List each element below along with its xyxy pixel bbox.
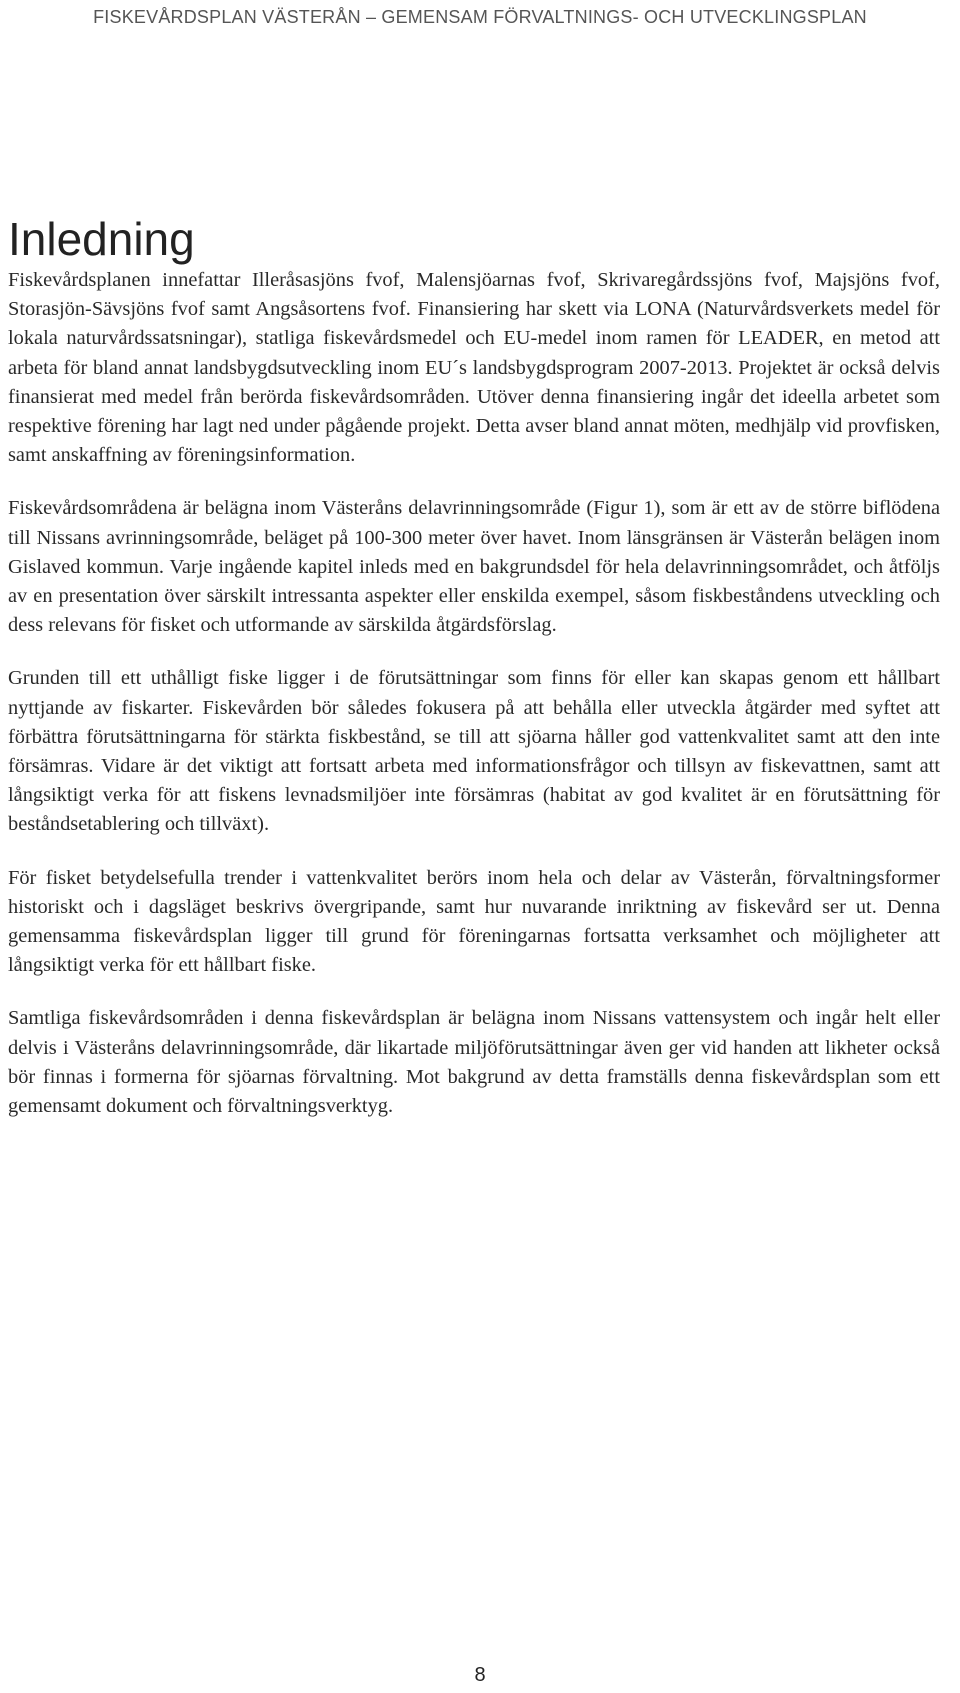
paragraph-sustainable-fishing: Grunden till ett uthålligt fiske ligger i de förutsättningar som finns för eller kan skapas genom ett hållbart nyttjande av fiskarter. Fiskevården bör således fokusera på att behålla eller utveckla åtgärder med syftet att förbättra förutsättningarna för stärkta fiskbestånd, se till att sjöarna håller god vattenkvalitet samt att den inte försämras. Vidare är det viktigt att fortsatt arbeta med informationsfrågor och tillsyn av fiskevattnen, samt att långsiktigt verka för att fiskens levnadsmiljöer inte försämras (habitat av god kvalitet är en förutsättning för beståndsetablering och tillväxt).	[8, 667, 940, 836]
page-number: 8	[474, 1664, 486, 1686]
paragraph-trends: För fisket betydelsefulla trender i vattenkvalitet berörs inom hela och delar av Västerån, förvaltningsformer historiskt och i dagsläget beskrivs övergripande, samt hur nuvarande inriktning av fiskevård ser ut. Denna gemensamma fiskevårdsplan ligger till grund för föreningarnas fortsatta verksamhet och möjligheter att långsiktigt verka för ett hållbart fiske.	[8, 866, 940, 977]
paragraph-area: Fiskevårdsområdena är belägna inom Västeråns delavrinningsområde (Figur 1), som är ett av de större biflödena till Nissans avrinningsområde, beläget på 100-300 meter över havet. Inom länsgränsen är Västerån belägen inom Gislaved kommun. Varje ingående kapitel inleds med en bakgrundsdel för hela delavrinningsområdet, och åtföljs av en presentation över särskilt intressanta aspekter eller enskilda exempel, såsom fiskbeståndens utveckling och dess relevans för fisket och utformande av särskilda åtgärdsförslag.	[8, 497, 940, 637]
paragraph-common-plan: Samtliga fiskevårdsområden i denna fiskevårdsplan är belägna inom Nissans vattensystem och ingår helt eller delvis i Västeråns delavrinningsområde, där likartade miljöförutsättningar även ger vid handen att likheter också bör finnas i formerna för sjöarnas förvaltning. Mot bakgrund av detta framställs denna fiskevårdsplan som ett gemensamt dokument och förvaltningsverktyg.	[8, 1007, 940, 1118]
section-title: Inledning	[8, 213, 195, 265]
body-text	[8, 266, 940, 1145]
paragraph-financing: Fiskevårdsplanen innefattar Illeråsasjöns fvof, Malensjöarnas fvof, Skrivaregårdssjöns fvof, Majsjöns fvof, Storasjön-Sävsjöns fvof samt Angsåsortens fvof. Finansiering har skett via LONA (Naturvårdsverkets medel för lokala naturvårdssatsningar), statliga fiskevårdsmedel och EU-medel inom ramen för LEADER, en metod att arbeta för bland annat landsbygdsutveckling inom EU´s landsbygdsprogram 2007-2013. Projektet är också delvis finansierat med medel från berörda fiskevårdsområden. Utöver denna finansiering ingår det ideella arbetet som respektive förening har lagt ned under pågående projekt. Detta avser bland annat möten, medhjälp vid provfisken, samt anskaffning av föreningsinformation.	[8, 269, 940, 467]
running-header: FISKEVÅRDSPLAN VÄSTERÅN – GEMENSAM FÖRVALTNINGS- OCH UTVECKLINGSPLAN	[93, 7, 867, 27]
